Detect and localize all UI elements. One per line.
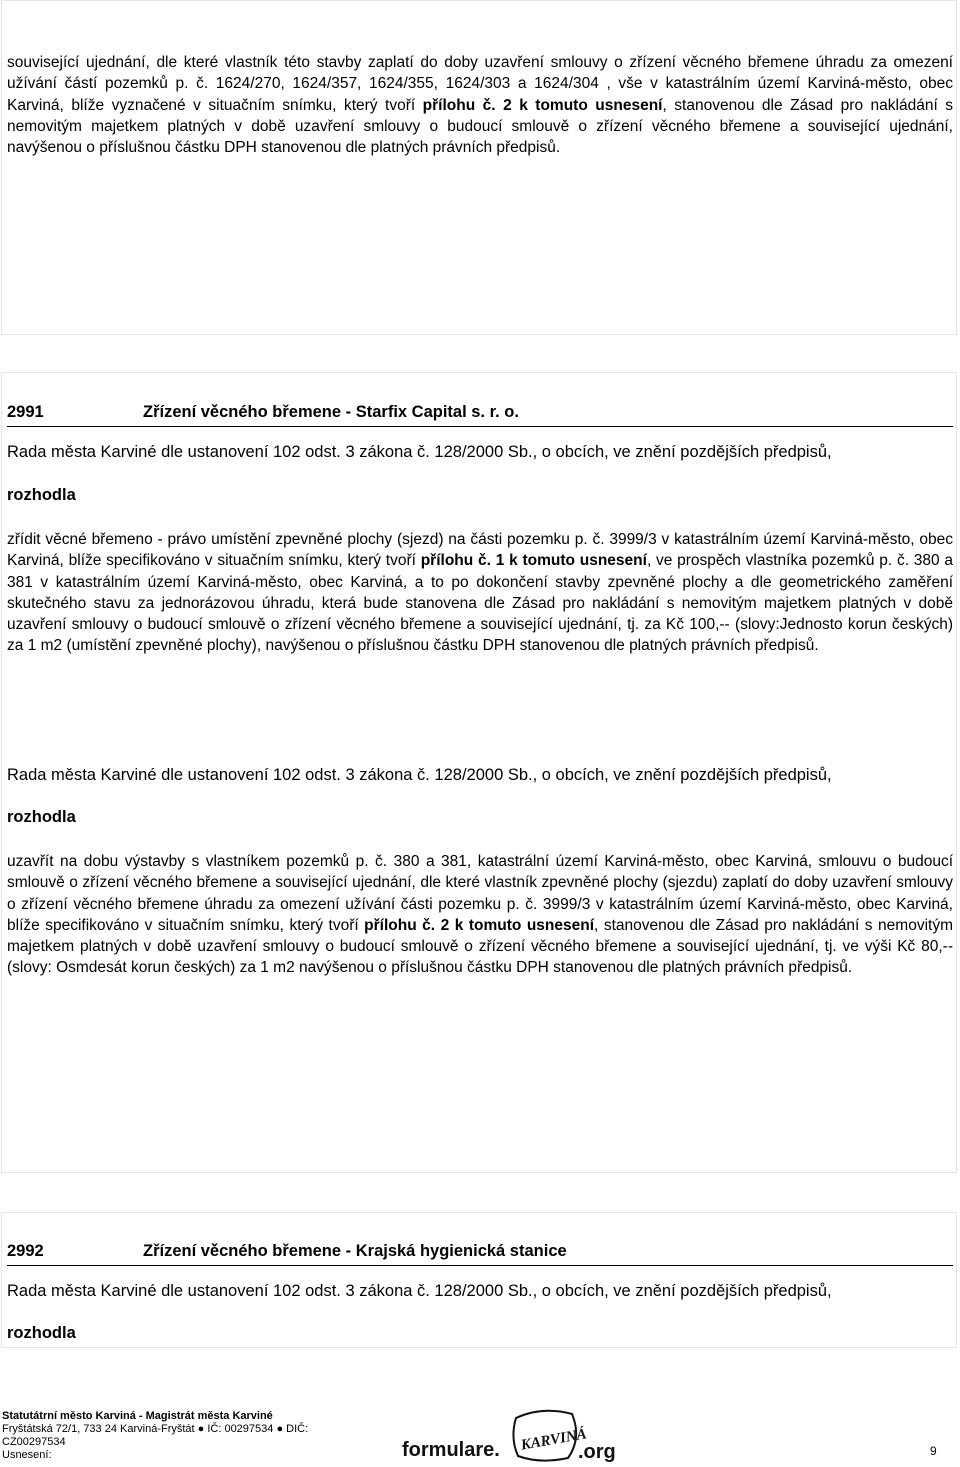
resolution-text-2: , ve prospěch vlastníka pozemků p. č. 380 a 381 v katastrálním území Karviná-město, obec Karviná, a to po dokončení stavby zpevněné plochy a dle geometrického zaměření skutečného stavu za jednorázovou úhradu, která bude stanovena dle Zásad pro nakládání s nemovitým majetkem platných v době uzavření smlouvy o budoucí smlouvě o zřízení věcného břemene a související ujednání, tj. za Kč 100,-- (slovy:Jednosto korun českých) za 1 m2 (umístění zpevněné plochy), navýšenou o příslušnou částku DPH stanovenou dle platných právních předpisů. [7, 552, 954, 655]
item-2992-box [1, 1212, 957, 1348]
resolution-text-1: zřídit věcné břemeno - právo umístění zpevněné plochy (sjezd) na části pozemku p. č. 3999/3 v katastrálním území Karviná-město, obec Karviná, blíže specifikováno v situačním snímku, který tvoří [7, 531, 953, 570]
item-number: 2992 [7, 1242, 44, 1260]
footer [2, 1410, 308, 1462]
intro-box [1, 0, 957, 335]
svg-text:formulare.: formulare. [402, 1439, 500, 1461]
rada-statement-2: Rada města Karviné dle ustanovení 102 odst. 3 zákona č. 128/2000 Sb., o obcích, ve znění pozdějších předpisů, [7, 766, 832, 784]
header-rule [7, 426, 953, 427]
item-2991-header [7, 403, 953, 427]
footer-dic: CZ00297534 [2, 1436, 66, 1448]
item-number: 2991 [7, 403, 44, 421]
formulare-karvina-logo [402, 1404, 617, 1462]
resolution-paragraph [7, 529, 953, 657]
footer-resolution-label: Usnesení: [2, 1449, 52, 1461]
rada-statement: Rada města Karviné dle ustanovení 102 odst. 3 zákona č. 128/2000 Sb., o obcích, ve znění pozdějších předpisů, [7, 1282, 832, 1300]
attachment-ref-2: přílohu č. 2 k tomuto usnesení [364, 916, 595, 934]
footer-org-name: Statutátrní město Karviná - Magistrát města Karviné [2, 1410, 273, 1422]
header-rule [7, 1265, 953, 1266]
resolution2-text-1: uzavřít na dobu výstavby s vlastníkem pozemků p. č. 380 a 381, katastrální území Karviná-město, obec Karviná, smlouvu o budoucí smlouvě o zřízení věcného břemene a související ujednání, dle které vlastník zpevněné plochy (sjezdu) zaplatí do doby uzavření smlouvy o zřízení věcného břemene úhradu za omezení užívání části pozemku p. č. 3999/3 v katastrálním území Karviná-město, obec Karviná, blíže specifikováno v situačním snímku, který tvoří [7, 853, 953, 934]
rozhodla-label: rozhodla [7, 1324, 76, 1342]
intro-paragraph [7, 52, 953, 158]
resolution-paragraph-2 [7, 851, 953, 979]
svg-text:.org: .org [578, 1441, 616, 1462]
resolution2-text-2: , stanovenou dle Zásad pro nakládání s nemovitým majetkem platných v době uzavření smlouvy o budoucí smlouvě o zřízení věcného břemene a související ujednání, tj. ve výši Kč 80,-- (slovy: Osmdesát korun českých) za 1 m2 navýšenou o příslušnou částku DPH stanovenou dle platných právních předpisů. [7, 916, 953, 977]
svg-text:KARVINÁ: KARVINÁ [519, 1426, 588, 1454]
rada-statement: Rada města Karviné dle ustanovení 102 odst. 3 zákona č. 128/2000 Sb., o obcích, ve znění pozdějších předpisů, [7, 443, 832, 461]
intro-text-2: , stanovenou dle Zásad pro nakládání s nemovitým majetkem platných v době uzavření smlouvy o budoucí smlouvě o zřízení věcného břemene a související ujednání, navýšenou o příslušnou částku DPH stanovenou dle platných právních předpisů. [7, 96, 954, 157]
item-title: Zřízení věcného břemene - Krajská hygienická stanice [143, 1242, 567, 1260]
item-title: Zřízení věcného břemene - Starfix Capital s. r. o. [143, 403, 519, 421]
attachment-ref: přílohu č. 1 k tomuto usnesení [420, 552, 647, 570]
rozhodla-label-2: rozhodla [7, 808, 76, 826]
page-number: 9 [930, 1444, 937, 1458]
item-2992-header [7, 1242, 953, 1266]
rozhodla-label: rozhodla [7, 486, 76, 504]
intro-text-1: související ujednání, dle které vlastník této stavby zaplatí do doby uzavření smlouvy o zřízení věcného břemene úhradu za omezení užívání částí pozemků p. č. 1624/270, 1624/357, 1624/355, 1624/303 a 1624/304 , vše v katastrálním území Karviná-město, obec Karviná, blíže vyznačené v situačním snímku, který tvoří [7, 54, 953, 114]
footer-address: Fryštátská 72/1, 733 24 Karviná-Fryštát ● IČ: 00297534 ● DIČ: [2, 1423, 309, 1435]
intro-attachment-ref: přílohu č. 2 k tomuto usnesení [422, 96, 663, 114]
